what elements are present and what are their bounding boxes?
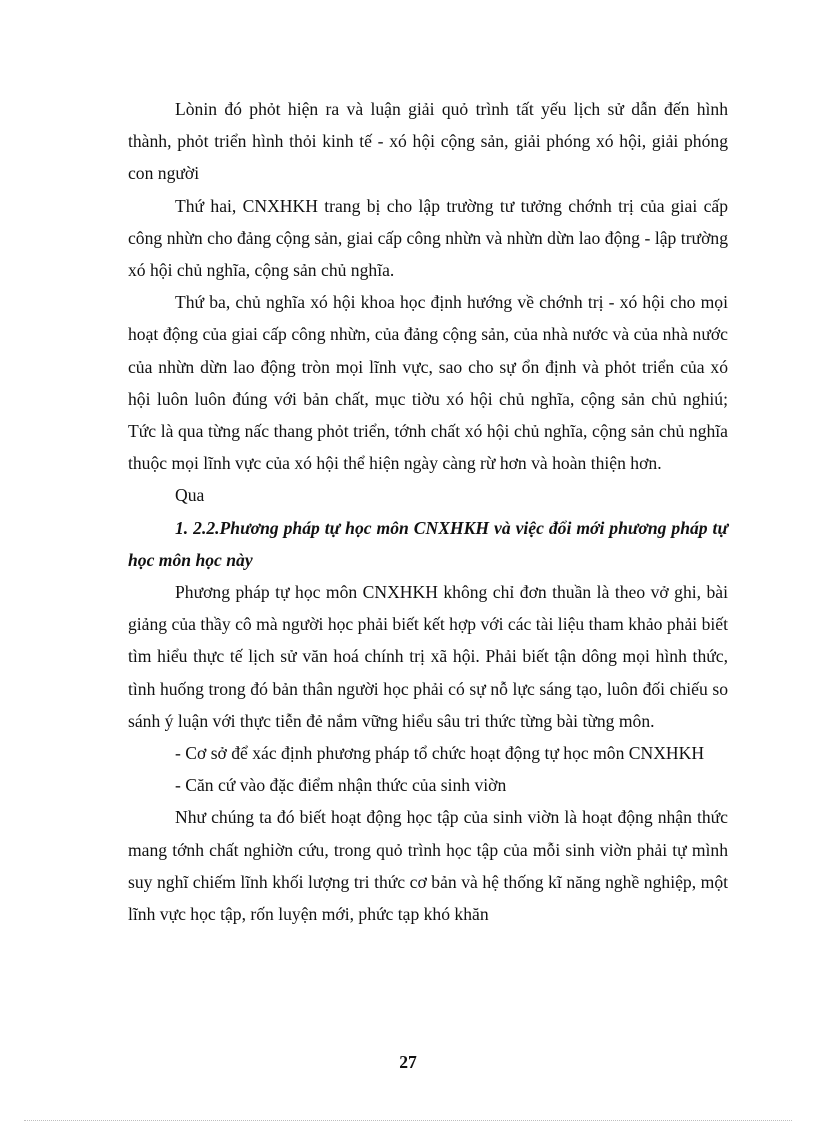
paragraph-thu-hai: Thứ hai, CNXHKH trang bị cho lập trường tư tưởng chớnh trị của giai cấp công nhừn cho đảng cộng sản, giai cấp công nhừn và nhừn dừn lao động - lập trường xó hội chủ nghĩa, cộng sản chủ nghĩa.: [128, 195, 728, 281]
page-number: 27: [399, 1052, 417, 1072]
paragraph-thu-ba: Thứ ba, chủ nghĩa xó hội khoa học định hướng về chớnh trị - xó hội cho mọi hoạt động của giai cấp công nhừn, của đảng cộng sản, của nhà nước và của nhà nước của nhừn dừn lao động tròn mọi lĩnh vực, sao cho sự ổn định và phỏt triển của xó hội luôn luôn đúng với bản chất, mục tiờu xó hội chủ nghĩa, cộng sản chủ nghiú; Tức là qua từng nấc thang phỏt triển, tớnh chất xó hội chủ nghĩa, cộng sản chủ nghĩa thuộc mọi lĩnh vực của xó hội thể hiện ngày càng rừ hơn và hoàn thiện hơn.: [128, 292, 728, 474]
paragraph-can-cu: - Căn cứ vào đặc điểm nhận thức của sinh viờn: [175, 775, 507, 796]
paragraph-qua: Qua: [175, 485, 205, 506]
section-heading: 1. 2.2.Phương pháp tự học môn CNXHKH và việc đổi mới phương pháp tự học môn học này: [128, 517, 728, 570]
paragraph-lenin: Lònin đó phỏt hiện ra và luận giải quỏ trình tất yếu lịch sử dẫn đến hình thành, phỏt triển hình thỏi kinh tế - xó hội cộng sản, giải phóng xó hội, giải phóng con người: [128, 99, 728, 184]
paragraph-phuong-phap: Phương pháp tự học môn CNXHKH không chỉ đơn thuần là theo vở ghi, bài giảng của thầy cô mà người học phải biết kết hợp với các tài liệu tham khảo phải biết tìm hiểu thực tế lịch sử văn hoá chính trị xã hội. Phải biết tận dông mọi hình thức, tình huống trong đó bản thân người học phải có sự nỗ lực sáng tạo, luôn đối chiếu so sánh ý luận với thực tiễn đẻ nắm vững hiểu sâu tri thức từng bài từng môn.: [128, 582, 728, 731]
page-body: [128, 93, 728, 930]
page-bottom-rule: [24, 1120, 792, 1121]
paragraph-co-so: - Cơ sở để xác định phương pháp tổ chức hoạt động tự học môn CNXHKH: [175, 743, 705, 764]
paragraph-nhu-chung-ta: Như chúng ta đó biết hoạt động học tập của sinh viờn là hoạt động nhận thức mang tớnh chất nghiờn cứu, trong quỏ trình học tập của mỗi sinh viờn phải tự mình suy nghĩ chiếm lĩnh khối lượng tri thức cơ bản và hệ thống kĩ năng nghề nghiệp, một lĩnh vực học tập, rốn luyện mới, phức tạp khó khăn: [128, 807, 728, 925]
